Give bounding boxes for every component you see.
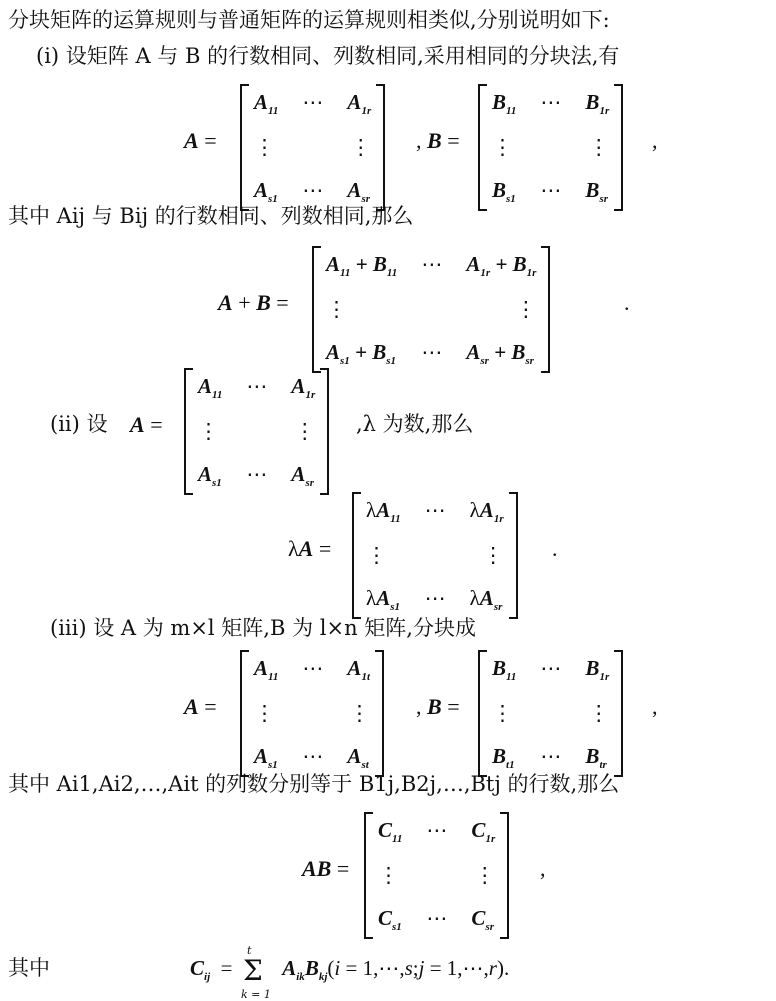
eq-AB-label: AB =: [302, 856, 350, 881]
matrix-cell: ⋮: [350, 135, 372, 159]
matrix-cell: ⋯: [426, 906, 448, 930]
matrix-cell: ⋮: [482, 543, 504, 567]
matrix-B3: [478, 654, 623, 773]
matrix-cell: $B_{1r}$: [585, 656, 610, 683]
matrix-cell: $A_{sr} + B_{sr}$: [466, 340, 534, 367]
matrix-cell: ⋯: [426, 818, 448, 842]
matrix-cell: $A_{1r}$: [347, 90, 372, 117]
case-ii-tail: ,λ 为数,那么: [356, 412, 474, 436]
matrix-cell: $C_{s1}$: [378, 906, 402, 933]
eq-B-label: , B =: [416, 128, 460, 153]
case-i-condition: 其中 Aij 与 Bij 的行数相同、列数相同,那么: [8, 204, 414, 228]
matrix-C: [364, 816, 509, 935]
matrix-cell: $A_{1t}$: [347, 656, 370, 683]
matrix-cell: ⋮: [492, 701, 513, 725]
matrix-cell: [426, 863, 447, 888]
period: .: [624, 290, 630, 315]
matrix-cell: $A_{sr}$: [291, 462, 314, 489]
matrix-cell: $A_{1r} + B_{1r}$: [466, 252, 537, 279]
matrix-cell: ⋮: [326, 297, 347, 321]
matrix-cell: [246, 419, 267, 444]
matrix-cell: ⋮: [588, 135, 610, 159]
matrix-cell: ⋯: [540, 656, 562, 680]
matrix-cell: ⋯: [424, 586, 446, 610]
matrix-cell: ⋮: [294, 419, 316, 443]
case-i-intro: (i) 设矩阵 A 与 B 的行数相同、列数相同,采用相同的分块法,有: [36, 44, 620, 68]
case-ii-label: (ii) 设: [50, 412, 108, 436]
matrix-cell: $B_{11}$: [492, 90, 517, 117]
matrix-cell: ⋯: [540, 178, 562, 202]
matrix-cell: ⋯: [540, 744, 562, 768]
matrix-cell: ⋮: [474, 863, 496, 887]
final-label: 其中: [8, 956, 50, 980]
eq-A2-label: A =: [130, 412, 163, 437]
matrix-cell: ⋯: [246, 374, 268, 398]
matrix-cell: ⋮: [254, 135, 275, 159]
period-2: .: [552, 536, 558, 561]
matrix-cell: ⋮: [492, 135, 513, 159]
matrix-cell: ⋮: [515, 297, 537, 321]
matrix-cell: $A_{s1} + B_{s1}$: [326, 340, 397, 367]
matrix-cell: $A_{11} + B_{11}$: [326, 252, 398, 279]
matrix-cell: $A_{1r}$: [291, 374, 316, 401]
eq-lambdaA-label: λA =: [288, 536, 332, 561]
matrix-cell: ⋮: [366, 543, 387, 567]
matrix-cell: ⋯: [246, 462, 268, 486]
comma-2: ,: [652, 694, 658, 719]
matrix-cell: [540, 135, 561, 160]
matrix-cell: ⋮: [198, 419, 219, 443]
eq-A-label: A =: [184, 128, 217, 153]
matrix-cell: ⋯: [421, 252, 443, 276]
matrix-cell: ⋯: [424, 498, 446, 522]
matrix-cell: $B_{sr}$: [585, 178, 608, 205]
matrix-cell: ⋮: [254, 701, 275, 725]
matrix-cell: $A_{s1}$: [254, 744, 278, 771]
matrix-B: [478, 88, 623, 207]
matrix-lambda: [352, 496, 518, 615]
matrix-cell: ⋯: [302, 656, 324, 680]
matrix-cell: $A_{sr}$: [347, 178, 370, 205]
matrix-cell: ⋯: [421, 340, 443, 364]
case-iii-condition: 其中 Ai1,Ai2,…,Ait 的列数分别等于 B1j,B2j,…,Btj 的行数,那么: [8, 772, 620, 796]
matrix-sum: [312, 250, 550, 369]
matrix-cell: $A_{st}$: [347, 744, 369, 771]
final-formula: $C_{ij}$ = t Σ k = 1 $A_{ik}B_{kj}(i$ = 1,⋯,s;j = 1,⋯,r).: [190, 944, 510, 1001]
matrix-cell: $\lambda A_{s1}$: [366, 586, 400, 613]
matrix-A2: [184, 372, 329, 491]
matrix-A: [240, 88, 385, 207]
matrix-cell: $C_{sr}$: [471, 906, 494, 933]
matrix-cell: $A_{s1}$: [198, 462, 222, 489]
matrix-cell: $C_{1r}$: [471, 818, 496, 845]
matrix-cell: ⋯: [302, 178, 324, 202]
matrix-cell: $A_{11}$: [254, 90, 279, 117]
matrix-cell: [302, 135, 323, 160]
matrix-cell: $B_{11}$: [492, 656, 517, 683]
matrix-cell: $A_{s1}$: [254, 178, 278, 205]
matrix-cell: $B_{1r}$: [585, 90, 610, 117]
matrix-cell: ⋮: [588, 701, 610, 725]
matrix-cell: ⋯: [540, 90, 562, 114]
matrix-A3: [240, 654, 384, 773]
matrix-cell: ⋮: [349, 701, 370, 725]
matrix-cell: ⋯: [302, 744, 324, 768]
matrix-cell: $\lambda A_{1r}$: [469, 498, 504, 525]
comma: ,: [652, 128, 658, 153]
matrix-cell: $\lambda A_{11}$: [366, 498, 401, 525]
matrix-cell: [421, 297, 442, 322]
matrix-cell: [540, 701, 561, 726]
matrix-cell: $B_{t1}$: [492, 744, 515, 771]
eq-B3-label: , B =: [416, 694, 460, 719]
matrix-cell: [302, 701, 323, 726]
matrix-cell: $B_{tr}$: [585, 744, 607, 771]
matrix-cell: $A_{11}$: [198, 374, 223, 401]
matrix-cell: ⋮: [378, 863, 399, 887]
matrix-cell: $A_{11}$: [254, 656, 279, 683]
matrix-cell: $C_{11}$: [378, 818, 403, 845]
matrix-cell: [425, 543, 446, 568]
comma-3: ,: [540, 856, 546, 881]
matrix-cell: $B_{s1}$: [492, 178, 516, 205]
eq-sum-label: A + B =: [218, 290, 289, 315]
matrix-cell: ⋯: [302, 90, 324, 114]
matrix-cell: $\lambda A_{sr}$: [469, 586, 503, 613]
intro-text: 分块矩阵的运算规则与普通矩阵的运算规则相类似,分别说明如下:: [8, 8, 610, 32]
eq-A3-label: A =: [184, 694, 217, 719]
case-iii-intro: (iii) 设 A 为 m×l 矩阵,B 为 l×n 矩阵,分块成: [50, 616, 476, 640]
